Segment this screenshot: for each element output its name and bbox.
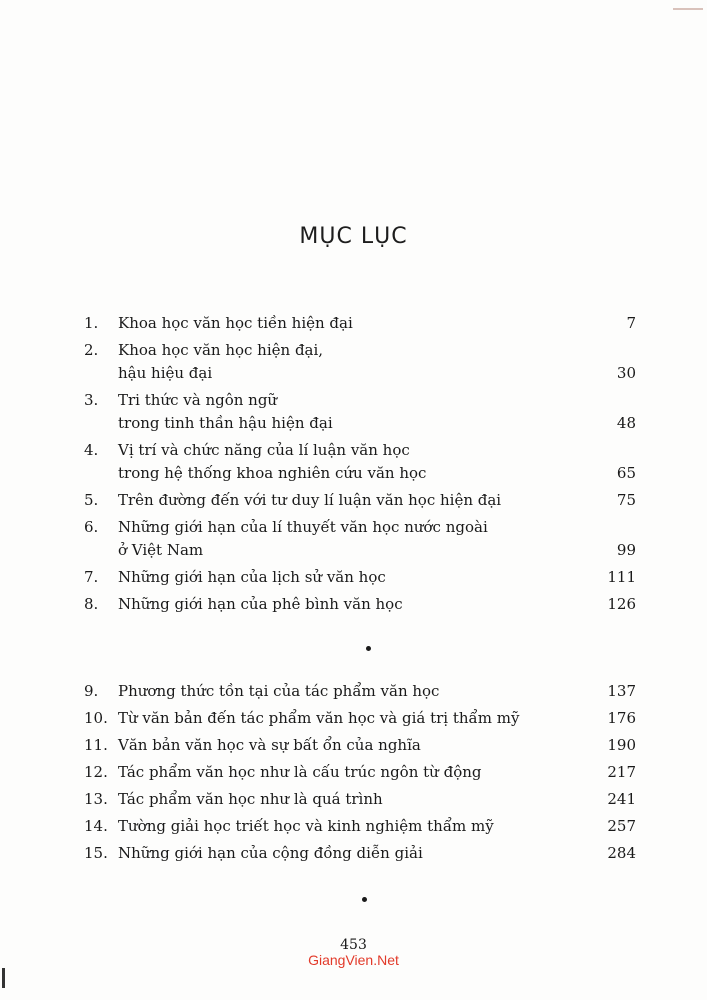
toc-entry-page: 176 xyxy=(607,709,636,727)
toc-entry-page: 257 xyxy=(607,817,636,835)
toc-entry-title: Những giới hạn của lịch sử văn học xyxy=(118,568,386,586)
toc-entry-page: 241 xyxy=(607,790,636,808)
toc-entry-number: 10. xyxy=(84,709,108,727)
toc-entry xyxy=(84,842,636,865)
toc-entry-title: Trên đường đến với tư duy lí luận văn học hiện đại xyxy=(118,491,502,509)
toc-entry-number: 15. xyxy=(84,844,108,862)
toc-entry xyxy=(84,389,636,435)
toc-entry-title: Những giới hạn của cộng đồng diễn giải xyxy=(118,844,423,862)
toc-entry-number: 7. xyxy=(84,568,99,586)
toc-entry-page: 99 xyxy=(616,541,636,559)
toc-entry-title: Tri thức và ngôn ngữ trong tinh thần hậu hiện đại xyxy=(118,391,333,432)
toc-entry-number: 9. xyxy=(84,682,99,700)
toc-entry-number: 12. xyxy=(84,763,108,781)
toc-entry-title: Tường giải học triết học và kinh nghiệm thẩm mỹ xyxy=(118,817,494,835)
toc-section-2 xyxy=(84,680,636,865)
scan-edge-mark xyxy=(2,968,5,988)
toc-entry-number: 4. xyxy=(84,441,99,459)
toc-entry-page: 190 xyxy=(607,736,636,754)
toc-entry-title: Những giới hạn của phê bình văn học xyxy=(118,595,403,613)
toc-entry xyxy=(84,788,636,811)
toc-entry xyxy=(84,439,636,485)
toc-entry-title: Tác phẩm văn học như là cấu trúc ngôn từ động xyxy=(118,763,482,781)
toc-entry xyxy=(84,734,636,757)
toc-entry xyxy=(84,339,636,385)
toc-entry xyxy=(84,489,636,512)
scan-edge-mark xyxy=(673,8,703,10)
toc-entry-title: Từ văn bản đến tác phẩm văn học và giá trị thẩm mỹ xyxy=(118,709,520,727)
toc-entry xyxy=(84,707,636,730)
toc-entry-title: Vị trí và chức năng của lí luận văn học trong hệ thống khoa nghiên cứu văn học xyxy=(118,441,427,482)
toc-entry-page: 126 xyxy=(607,595,636,613)
toc-section-1 xyxy=(84,312,636,616)
toc-entry-number: 11. xyxy=(84,736,108,754)
toc-entry xyxy=(84,593,636,616)
toc-entry xyxy=(84,312,636,335)
toc-entry-page: 284 xyxy=(607,844,636,862)
page-title: MỤC LỤC xyxy=(299,224,408,249)
toc-entry xyxy=(84,680,636,703)
toc-entry-number: 1. xyxy=(84,314,99,332)
toc-entry-title: Những giới hạn của lí thuyết văn học nước ngoài ở Việt Nam xyxy=(118,518,488,559)
toc-entry-page: 48 xyxy=(616,414,636,432)
section-divider-bullet xyxy=(362,897,367,902)
toc-entry-page: 7 xyxy=(626,314,636,332)
toc-entry xyxy=(84,566,636,589)
toc-entry-title: Phương thức tồn tại của tác phẩm văn học xyxy=(118,682,440,700)
page-number: 453 xyxy=(340,937,367,953)
toc-entry-number: 14. xyxy=(84,817,108,835)
toc-entry-number: 13. xyxy=(84,790,108,808)
toc-entry-page: 30 xyxy=(616,364,636,382)
toc-entry xyxy=(84,516,636,562)
toc-entry-number: 5. xyxy=(84,491,99,509)
section-divider-bullet xyxy=(366,646,371,651)
toc-entry-title: Tác phẩm văn học như là quá trình xyxy=(118,790,383,808)
toc-entry-number: 3. xyxy=(84,391,99,409)
toc-entry-page: 111 xyxy=(607,568,636,586)
toc-entry-title: Khoa học văn học tiền hiện đại xyxy=(118,314,353,332)
toc-entry xyxy=(84,761,636,784)
toc-entry-title: Khoa học văn học hiện đại, hậu hiệu đại xyxy=(118,341,324,382)
toc-entry xyxy=(84,815,636,838)
toc-entry-number: 2. xyxy=(84,341,99,359)
toc-entry-page: 137 xyxy=(607,682,636,700)
toc-entry-page: 65 xyxy=(616,464,636,482)
toc-entry-number: 6. xyxy=(84,518,99,536)
toc-entry-page: 75 xyxy=(616,491,636,509)
toc-entry-number: 8. xyxy=(84,595,99,613)
toc-entry-title: Văn bản văn học và sự bất ổn của nghĩa xyxy=(118,736,421,754)
watermark: GiangVien.Net xyxy=(308,952,399,968)
toc-entry-page: 217 xyxy=(607,763,636,781)
